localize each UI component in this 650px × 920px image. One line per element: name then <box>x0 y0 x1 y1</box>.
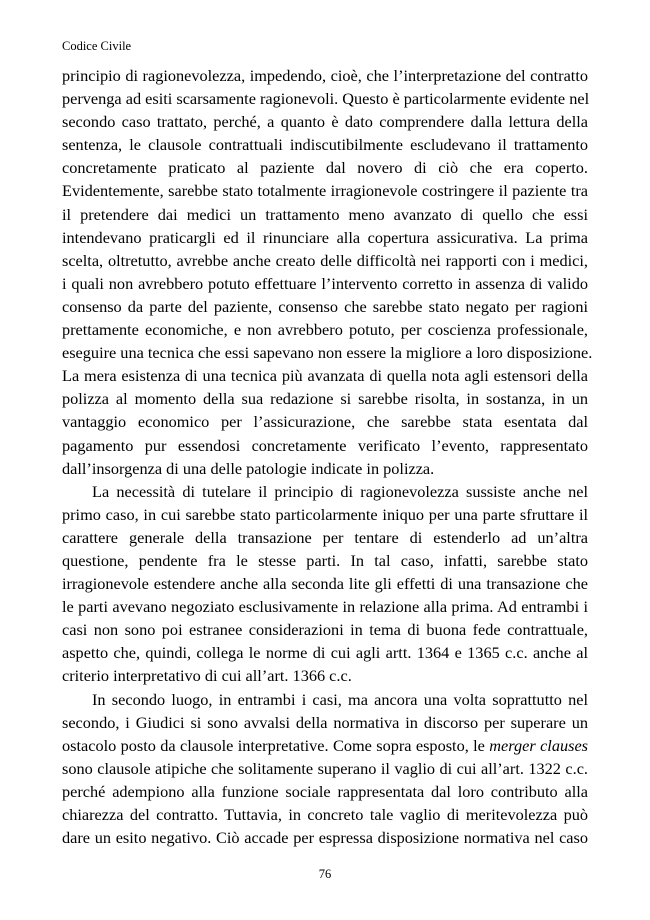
paragraph <box>62 480 588 688</box>
running-header: Codice Civile <box>62 39 132 53</box>
text-line: secondo caso trattato, perché, a quanto è dato comprendere dalla lettura della <box>62 112 588 132</box>
text-line: pagamento pur essendosi concretamente verificato l’evento, rappresentato <box>62 435 588 455</box>
text-line: In secondo luogo, in entrambi i casi, ma ancora una volta soprattutto nel <box>92 689 588 709</box>
text-line: dall’insorgenza di una delle patologie indicate in polizza. <box>62 458 435 478</box>
text-line: aspetto che, quindi, collega le norme di cui agli artt. 1364 e 1365 c.c. anche al <box>62 643 588 663</box>
text-line: Evidentemente, sarebbe stato totalmente irragionevole costringere il paziente tra <box>62 181 588 201</box>
text-line: scelta, oltretutto, avrebbe anche creato delle difficoltà nei rapporti con i medici, <box>62 250 588 270</box>
text-line: principio di ragionevolezza, impedendo, cioè, che l’interpretazione del contratto <box>62 66 588 85</box>
text-line: le parti avevano negoziato esclusivamente in relazione alla prima. Ad entrambi i <box>62 597 588 617</box>
italic-term: merger clauses <box>489 735 589 755</box>
text-line: intendevano praticargli ed il rinunciare alla copertura assicurativa. La prima <box>62 227 588 247</box>
text-line: perché adempiono alla funzione sociale rappresentata dal loro contributo alla <box>62 781 588 801</box>
paragraph <box>62 64 593 480</box>
text-line: irragionevole estendere anche alla seconda lite gli effetti di una transazione che <box>62 574 588 594</box>
page-number: 76 <box>318 867 332 881</box>
text-line: eseguire una tecnica che essi sapevano non essere la migliore a loro disposizione. <box>62 343 593 363</box>
text-line: vantaggio economico per l’assicurazione, che sarebbe stata esentata dal <box>62 412 588 432</box>
text-line: pervenga ad esiti scarsamente ragionevoli. Questo è particolarmente evidente nel <box>62 89 590 109</box>
text-segment: ostacolo posto da clausole interpretative. Come sopra esposto, le <box>62 735 490 755</box>
body-text <box>62 64 593 849</box>
paragraph <box>62 688 588 850</box>
text-line: carattere generale della transazione per tentare di estenderlo ad un’altra <box>62 527 588 547</box>
text-line: sono clausole atipiche che solitamente superano il vaglio di cui all’art. 1322 c.c. <box>62 758 588 778</box>
text-line: polizza al momento della sua redazione si sarebbe risolta, in sostanza, in un <box>62 389 588 409</box>
text-line: concretamente praticato al paziente dal novero di ciò che era coperto. <box>62 158 588 178</box>
text-line-with-italic <box>62 734 588 757</box>
text-line: i quali non avrebbero potuto effettuare l’intervento corretto in assenza di valido <box>62 273 588 293</box>
text-line: consenso da parte del paziente, consenso che sarebbe stato negato per ragioni <box>62 296 588 316</box>
text-line: primo caso, in cui sarebbe stato particolarmente iniquo per una parte sfruttare il <box>62 504 588 524</box>
text-line: criterio interpretativo di cui all’art. 1366 c.c. <box>62 666 352 686</box>
text-line: dare un esito negativo. Ciò accade per espressa disposizione normativa nel caso <box>62 828 588 848</box>
text-line: chiarezza del contratto. Tuttavia, in concreto tale vaglio di meritevolezza può <box>62 805 588 824</box>
text-line: sentenza, le clausole contrattuali indiscutibilmente escludevano il trattamento <box>62 135 588 155</box>
text-line: secondo, i Giudici si sono avvalsi della normativa in discorso per superare un <box>62 712 588 732</box>
text-line: il pretendere dai medici un trattamento meno avanzato di quello che essi <box>62 204 588 224</box>
text-line: La necessità di tutelare il principio di ragionevolezza sussiste anche nel <box>92 481 588 501</box>
text-line: casi non sono poi estranee considerazioni in tema di buona fede contrattuale, <box>62 620 588 640</box>
text-line: La mera esistenza di una tecnica più avanzata di quella nota agli estensori della <box>62 366 588 386</box>
text-line: questione, pendente fra le stesse parti. In tal caso, infatti, sarebbe stato <box>62 550 588 570</box>
text-line: prettamente economiche, e non avrebbero potuto, per coscienza professionale, <box>62 320 588 340</box>
